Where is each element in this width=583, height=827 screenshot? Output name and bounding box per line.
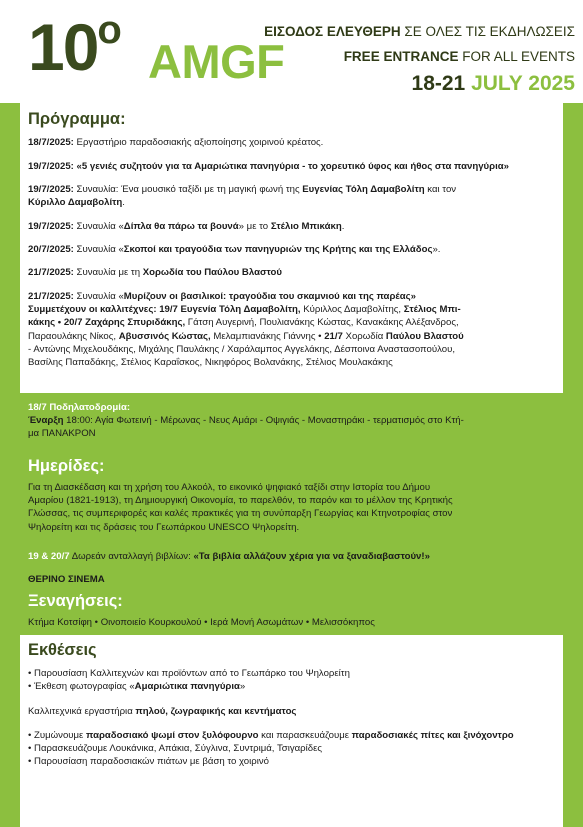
poster-header bbox=[0, 0, 583, 103]
bike-race-title: 18/7 Ποδηλατοδρομία: bbox=[28, 402, 131, 413]
days-title: Ημερίδες: bbox=[28, 457, 105, 475]
programme-event-2: 19/7/2025: «5 γενιές συζητούν για τα Αμαριώτικα πανηγύρια - το χορευτικό ύφος και ήθος στα πανηγύρια» bbox=[28, 161, 509, 172]
programme-event-1: 18/7/2025: Εργαστήριο παραδοσιακής αξιοποίησης χοιρινού κρέατος. bbox=[28, 137, 324, 148]
programme-event-6: 21/7/2025: Συναυλία με τη Χορωδία του Παύλου Βλαστού bbox=[28, 267, 282, 278]
exhibitions-title: Εκθέσεις bbox=[28, 641, 97, 659]
free-entrance-greek: ΕΙΣΟΔΟΣ ΕΛΕΥΘΕΡΗ ΣΕ ΟΛΕΣ ΤΙΣ ΕΚΔΗΛΩΣΕΙΣ bbox=[264, 24, 575, 39]
cooking-list: • Ζυμώνουμε παραδοσιακό ψωμί στον ξυλόφουρνο και παρασκευάζουμε παραδοσιακές πίτες και ξινόχοντρο • Παρασκευάζουμε Λουκάνικα, Απάκια, Σύγλινα, Συντριμά, Τσιγαρίδες • Παρουσίαση παραδοσιακών πιάτων με βάση το χοιρινό bbox=[28, 730, 514, 768]
programme-event-7: 21/7/2025: Συναυλία «Μυρίζουν οι βασιλικοί: τραγούδια του σκαμνιού και της παρέας» Συμμετέχουν οι καλλιτέχνες: 19/7 Ευγενία Τόλη Δαμαβολίτη, Κύριλλος Δαμαβολίτης, Στέλιος Μπι- κάκης • 20/7 Ζαχάρης Σπυριδάκης, Γάτση Αυγερινή, Πουλιανάκης Κώστας, Κανακάκης Αλέξανδρος, Παραουλάκης Νίκος, Αβυσσινός Κώστας, Μελαμπιανάκης Γιάννης • 21/7 Χορωδία Παύλου Βλαστού - Αντώνης Μιχελουδάκης, Μιχάλης Παυλάκης / Χαράλαμπος Αγγελάκης, Δέσποινα Αναστασοπούλου, Βασίλης Παπαδάκης, Στέλιος Καραΐσκος, Νικηφόρος Βολανάκης, Στέλιος Μουλακάκης bbox=[28, 291, 464, 369]
festival-name: AMGF bbox=[148, 35, 285, 88]
free-entrance-english: FREE ENTRANCE FOR ALL EVENTS bbox=[343, 49, 575, 64]
days-text: Για τη Διασκέδαση και τη χρήση του Αλκοόλ, το εικονικό ψηφιακό ταξίδι στην Ιστορία του Δήμου Αμαρίου (1821-1913), τη Δημιουργική Οικονομία, το παρελθόν, το παρόν και το μέλλον της Κρητικής Γλώσσας, τις συμπεριφορές και καλές πρακτικές για τη συνύπαρξη Γεωργίας και Κτηνοτροφίας στον Ψηλορείτη και τις δράσεις του Γεωπάρκου UNESCO Ψηλορείτη. bbox=[28, 482, 453, 533]
tours-list: Κτήμα Κοτσίφη • Οινοποιείο Κουρκουλού • Ιερά Μονή Ασωμάτων • Μελισσόκηπος bbox=[28, 617, 375, 628]
bike-race: 18/7 Ποδηλατοδρομία: Έναρξη 18:00: Αγία Φωτεινή - Μέρωνας - Νευς Αμάρι - Οψιγιάς - Μοναστηράκι - τερματισμός στο Κτή- μα ΠΑΝΑΚΡΟΝ bbox=[28, 402, 464, 440]
art-workshops: Καλλιτεχνικά εργαστήρια πηλού, ζωγραφικής και κεντήματος bbox=[28, 706, 297, 717]
festival-dates: 18-21 JULY 2025 bbox=[411, 72, 575, 95]
programme-event-5: 20/7/2025: Συναυλία «Σκοποί και τραγούδια των πανηγυριών της Κρήτης και της Ελλάδος». bbox=[28, 244, 441, 255]
programme-event-3: 19/7/2025: Συναυλία: Ένα μουσικό ταξίδι με τη μαγική φωνή της Ευγενίας Τόλη Δαμαβολίτη και τον Κύριλλο Δαμαβολίτη. bbox=[28, 184, 457, 209]
programme-title: Πρόγραμμα: bbox=[28, 110, 126, 128]
edition-number: $10^o$ bbox=[28, 8, 120, 84]
tours-title: Ξεναγήσεις: bbox=[28, 592, 123, 610]
summer-cinema: ΘΕΡΙΝΟ ΣΙΝΕΜΑ bbox=[28, 574, 105, 585]
exhibitions-list: • Παρουσίαση Καλλιτεχνών και προϊόντων από το Γεωπάρκο του Ψηλορείτη • Έκθεση φωτογραφίας «Αμαριώτικα πανηγύρια» bbox=[28, 668, 350, 693]
programme-event-4: 19/7/2025: Συναυλία «Δίπλα θα πάρω τα βουνά» με το Στέλιο Μπικάκη. bbox=[28, 221, 345, 232]
book-exchange: 19 & 20/7 Δωρεάν ανταλλαγή βιβλίων: «Τα βιβλία αλλάζουν χέρια για να ξαναδιαβαστούν!» bbox=[28, 551, 430, 562]
